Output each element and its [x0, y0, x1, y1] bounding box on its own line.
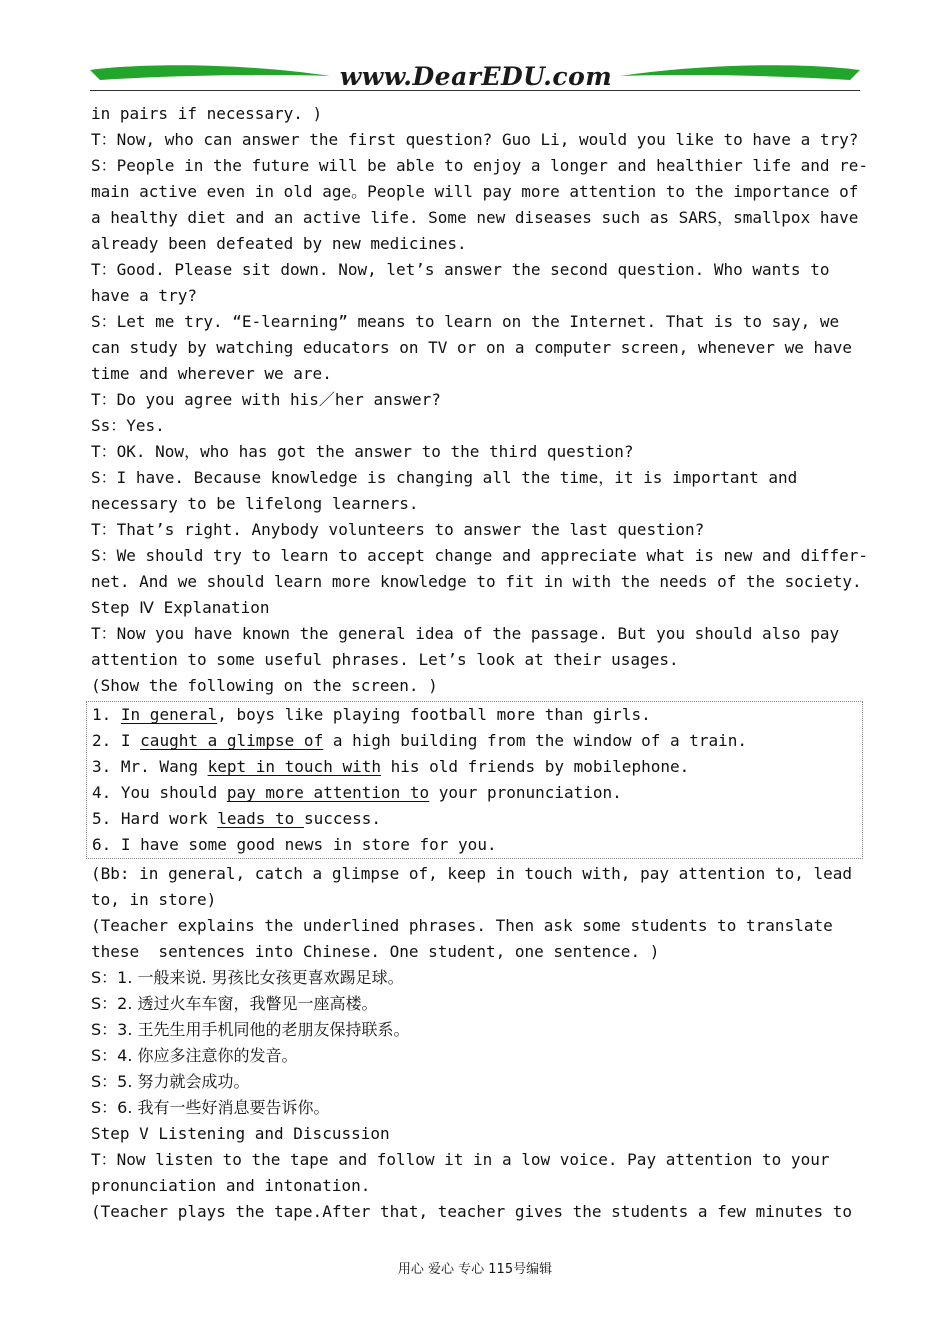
- text-line: S：6. 我有一些好消息要告诉你。: [91, 1098, 330, 1117]
- underlined-phrase: caught a glimpse of: [140, 731, 324, 750]
- sentence-text: success.: [303, 809, 381, 828]
- text-line: Step V Listening and Discussion: [91, 1124, 390, 1143]
- sentence-text: his old friends by mobilephone.: [380, 757, 690, 776]
- dialogue-block-top: [91, 101, 866, 699]
- underlined-phrase: kept in touch with: [207, 757, 381, 776]
- text-line: net. And we should learn more knowledge to fit in with the needs of the society.: [91, 572, 862, 591]
- text-line: S：3. 王先生用手机同他的老朋友保持联系。: [91, 1020, 410, 1039]
- example-sentence: [92, 702, 862, 728]
- chinese-translations: [91, 965, 866, 1121]
- sentence-text: 5. Hard work: [92, 809, 218, 828]
- text-line: in pairs if necessary. ): [91, 104, 323, 123]
- sentence-text: 6. I have some good news in store for you.: [92, 835, 497, 854]
- example-sentence: [92, 806, 862, 832]
- text-line: S：1. 一般来说. 男孩比女孩更喜欢踢足球。: [91, 968, 404, 987]
- sentence-text: , boys like playing football more than girls.: [217, 705, 651, 724]
- underlined-phrase: In general: [120, 705, 218, 724]
- example-sentence: [92, 728, 862, 754]
- sentence-text: a high building from the window of a train.: [323, 731, 748, 750]
- text-line: have a try?: [91, 286, 197, 305]
- text-line: pronunciation and intonation.: [91, 1176, 371, 1195]
- right-swoosh: [620, 65, 860, 80]
- text-line: necessary to be lifelong learners.: [91, 494, 419, 513]
- underlined-phrase: leads to: [217, 809, 304, 828]
- sentence-text: 3. Mr. Wang: [92, 757, 208, 776]
- text-line: (Bb: in general, catch a glimpse of, keep in touch with, pay attention to, lead: [91, 864, 852, 883]
- text-line: (Show the following on the screen. ): [91, 676, 438, 695]
- text-line: main active even in old age。People will pay more attention to the importance of: [91, 182, 859, 201]
- underlined-phrase: pay more attention to: [226, 783, 430, 802]
- left-swoosh: [90, 65, 330, 80]
- text-line: a healthy diet and an active life. Some new diseases such as SARS，smallpox have: [91, 208, 859, 227]
- text-line: Ss：Yes.: [91, 416, 165, 435]
- page-footer: 用心 爱心 专心 115号编辑: [397, 1262, 553, 1277]
- text-line: T：Now you have known the general idea of the passage. But you should also pay: [91, 624, 840, 643]
- sentence-text: your pronunciation.: [429, 783, 622, 802]
- text-line: S：4. 你应多注意你的发音。: [91, 1046, 298, 1065]
- blackboard-notes: [91, 861, 866, 965]
- text-line: S：Let me try. “E-learning” means to learn on the Internet. That is to say, we: [91, 312, 840, 331]
- text-line: these sentences into Chinese. One student, one sentence. ): [91, 942, 660, 961]
- header-divider: [90, 90, 860, 91]
- dialogue-block-bottom: [91, 1121, 866, 1225]
- text-line: T：OK. Now，who has got the answer to the third question?: [91, 442, 634, 461]
- text-line: T：That’s right. Anybody volunteers to answer the last question?: [91, 520, 705, 539]
- text-line: T：Now, who can answer the first question? Guo Li, would you like to have a try?: [91, 130, 859, 149]
- text-line: S：People in the future will be able to enjoy a longer and healthier life and re-: [91, 156, 868, 175]
- text-line: T：Do you agree with his／her answer?: [91, 390, 441, 409]
- document-body: [91, 101, 866, 1225]
- site-logo: www.DearEDU.com: [339, 62, 613, 91]
- text-line: to, in store): [91, 890, 217, 909]
- text-line: already been defeated by new medicines.: [91, 234, 467, 253]
- sentence-text: 1.: [92, 705, 121, 724]
- text-line: S：2. 透过火车车窗，我瞥见一座高楼。: [91, 994, 378, 1013]
- text-line: T：Now listen to the tape and follow it in a low voice. Pay attention to your: [91, 1150, 830, 1169]
- text-line: T：Good. Please sit down. Now, let’s answer the second question. Who wants to: [91, 260, 830, 279]
- example-sentence: [92, 832, 862, 858]
- sentence-text: 2. I: [92, 731, 141, 750]
- text-line: can study by watching educators on TV or on a computer screen, whenever we have: [91, 338, 852, 357]
- text-line: attention to some useful phrases. Let’s look at their usages.: [91, 650, 679, 669]
- text-line: time and wherever we are.: [91, 364, 332, 383]
- text-line: Step Ⅳ Explanation: [91, 598, 270, 617]
- text-line: (Teacher plays the tape.After that, teacher gives the students a few minutes to: [91, 1202, 852, 1221]
- text-line: S：I have. Because knowledge is changing all the time，it is important and: [91, 468, 798, 487]
- text-line: (Teacher explains the underlined phrases. Then ask some students to translate: [91, 916, 833, 935]
- text-line: S：We should try to learn to accept change and appreciate what is new and differ-: [91, 546, 868, 565]
- sentence-text: 4. You should: [92, 783, 227, 802]
- example-sentence: [92, 754, 862, 780]
- text-line: S：5. 努力就会成功。: [91, 1072, 250, 1091]
- phrase-example-box: [86, 701, 863, 859]
- example-sentence: [92, 780, 862, 806]
